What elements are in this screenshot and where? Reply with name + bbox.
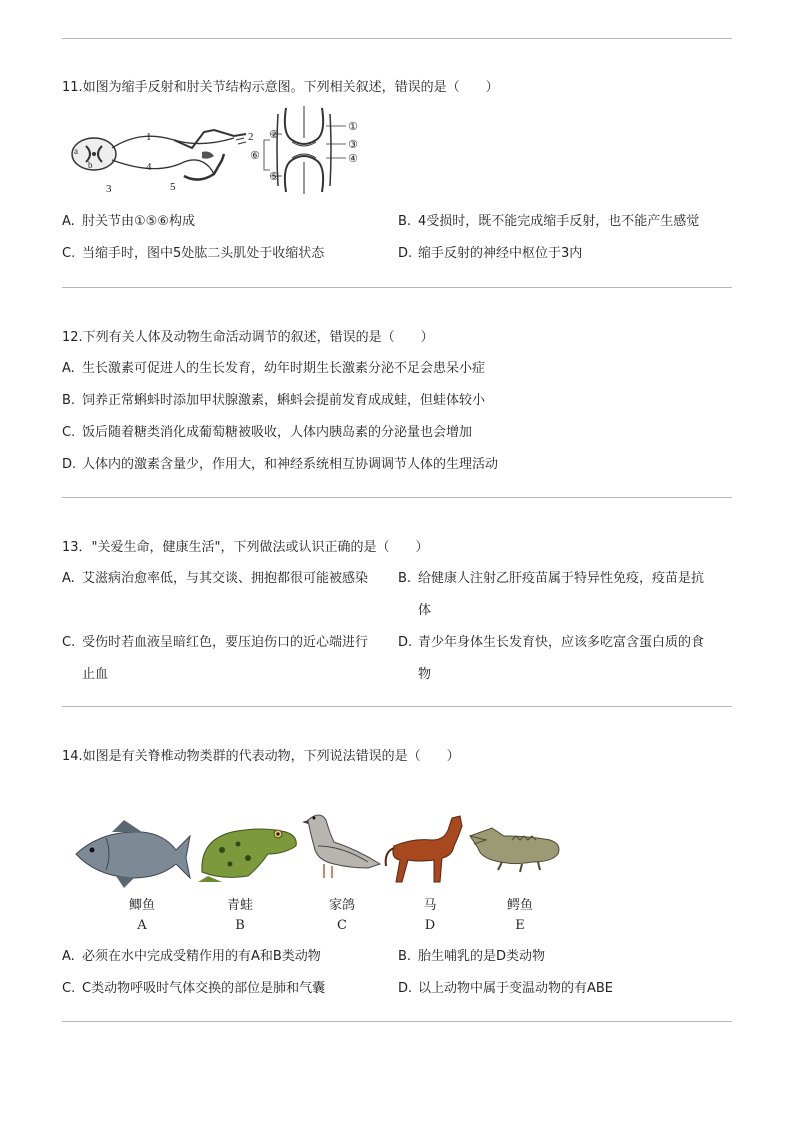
option-label: A.	[62, 361, 75, 376]
q11-option-b[interactable]	[398, 206, 728, 238]
option-text: 生长激素可促进人的生长发育，幼年时期生长激素分泌不足会患呆小症	[82, 361, 486, 376]
option-text: 受伤时若血液呈暗红色，要压迫伤口的近心端进行	[82, 635, 369, 650]
q13-option-a[interactable]	[62, 563, 392, 595]
q12-stem: 12.下列有关人体及动物生命活动调节的叙述，错误的是（ ）	[62, 330, 434, 345]
animal-letter-d: D	[424, 918, 436, 933]
option-text: 必须在水中完成受精作用的有A和B类动物	[82, 949, 321, 964]
horse-illustration	[386, 816, 462, 882]
spinal-cord-section	[72, 138, 116, 170]
option-label: C.	[62, 635, 76, 650]
frog-illustration	[198, 829, 296, 882]
q13-option-d[interactable]	[398, 627, 728, 691]
animal-name-pigeon: 家鸽	[328, 898, 355, 913]
q13-stem: 13．"关爱生命，健康生活"，下列做法或认识正确的是（ ）	[62, 540, 429, 555]
label-a: a	[74, 146, 78, 156]
divider-top	[62, 38, 732, 39]
label-4: 4	[146, 161, 152, 173]
animal-name-frog: 青蛙	[226, 898, 253, 913]
option-label: C.	[62, 425, 76, 440]
option-text: 艾滋病治愈率低，与其交谈、拥抱都很可能被感染	[82, 571, 369, 586]
option-text-cont: 止血	[82, 667, 109, 682]
q13-option-c[interactable]	[62, 627, 392, 691]
option-label: B.	[398, 571, 412, 586]
option-text-cont: 物	[418, 667, 432, 682]
option-text: 给健康人注射乙肝疫苗属于特异性免疫，疫苗是抗	[418, 571, 705, 586]
animal-letter-b: B	[235, 918, 245, 933]
option-text: 当缩手时，图中5处肱二头肌处于收缩状态	[82, 246, 325, 261]
label-circled-5: ⑤	[269, 170, 279, 183]
divider-q14	[62, 1021, 732, 1022]
q12-option-a[interactable]	[62, 353, 732, 385]
q11-option-d[interactable]	[398, 238, 728, 270]
label-circled-2: ②	[269, 128, 279, 141]
option-text: 肘关节由①⑤⑥构成	[82, 214, 195, 229]
label-3: 3	[106, 183, 112, 195]
animal-name-carp: 鲫鱼	[128, 898, 155, 913]
divider-q12	[62, 497, 732, 498]
option-label: B.	[398, 214, 412, 229]
option-label: A.	[62, 949, 75, 964]
option-text: 缩手反射的神经中枢位于3内	[418, 246, 583, 261]
option-label: B.	[398, 949, 412, 964]
q12-option-b[interactable]	[62, 385, 732, 417]
afferent-nerve	[112, 136, 234, 148]
crocodile-illustration	[470, 828, 559, 872]
upper-arm	[174, 130, 246, 148]
option-text: 饭后随着糖类消化成葡萄糖被吸收，人体内胰岛素的分泌量也会增加	[82, 425, 473, 440]
option-label: D.	[398, 246, 413, 261]
q14-stem: 14.如图是有关脊椎动物类群的代表动物，下列说法错误的是（ ）	[62, 749, 460, 764]
label-circled-4: ④	[348, 152, 358, 165]
label-circled-1: ①	[348, 120, 358, 133]
label-circled-6: ⑥	[250, 149, 260, 162]
option-text: 4受损时，既不能完成缩手反射，也不能产生感觉	[418, 214, 700, 229]
option-label: D.	[398, 635, 413, 650]
label-1: 1	[146, 131, 152, 143]
carp-illustration	[76, 820, 190, 888]
animal-letter-c: C	[337, 918, 347, 933]
animal-letter-e: E	[515, 918, 525, 933]
q14-option-d[interactable]	[398, 973, 728, 1005]
divider-q11	[62, 287, 732, 288]
option-label: C.	[62, 246, 76, 261]
option-label: B.	[62, 393, 76, 408]
pigeon-illustration	[302, 815, 380, 878]
option-text: 以上动物中属于变温动物的有ABE	[418, 981, 614, 996]
option-label: D.	[398, 981, 413, 996]
label-b: b	[88, 160, 93, 170]
option-label: A.	[62, 214, 75, 229]
label-5: 5	[170, 181, 176, 193]
q13-option-b[interactable]	[398, 563, 728, 627]
option-text-cont: 体	[418, 603, 432, 618]
q14-option-c[interactable]	[62, 973, 392, 1005]
q11-option-c[interactable]	[62, 238, 392, 270]
option-text: 胎生哺乳的是D类动物	[418, 949, 546, 964]
q12-option-c[interactable]	[62, 417, 732, 449]
q11-option-a[interactable]	[62, 206, 392, 238]
option-label: A.	[62, 571, 75, 586]
label-2: 2	[248, 131, 254, 143]
animal-name-horse: 马	[423, 898, 437, 913]
q14-option-b[interactable]	[398, 941, 728, 973]
q14-option-a[interactable]	[62, 941, 392, 973]
option-text: 饲养正常蝌蚪时添加甲状腺激素，蝌蚪会提前发育成成蛙，但蛙体较小	[82, 393, 486, 408]
option-label: C.	[62, 981, 76, 996]
q11-stem: 11.如图为缩手反射和肘关节结构示意图。下列相关叙述，错误的是（ ）	[62, 80, 499, 95]
option-label: D.	[62, 457, 77, 472]
option-text: 人体内的激素含量少，作用大，和神经系统相互协调调节人体的生理活动	[82, 457, 499, 472]
option-text: 青少年身体生长发育快，应该多吃富含蛋白质的食	[418, 635, 705, 650]
divider-q13	[62, 706, 732, 707]
q12-option-d[interactable]	[62, 449, 732, 481]
q14-animals-figure	[72, 806, 564, 892]
animal-letter-a: A	[137, 918, 147, 933]
animal-name-crocodile: 鳄鱼	[506, 898, 533, 913]
q11-reflex-joint-figure	[64, 104, 384, 196]
biceps-muscle	[202, 152, 214, 159]
efferent-nerve	[112, 160, 214, 174]
option-text: C类动物呼吸时气体交换的部位是肺和气囊	[82, 981, 326, 996]
label-circled-3: ③	[348, 138, 358, 151]
